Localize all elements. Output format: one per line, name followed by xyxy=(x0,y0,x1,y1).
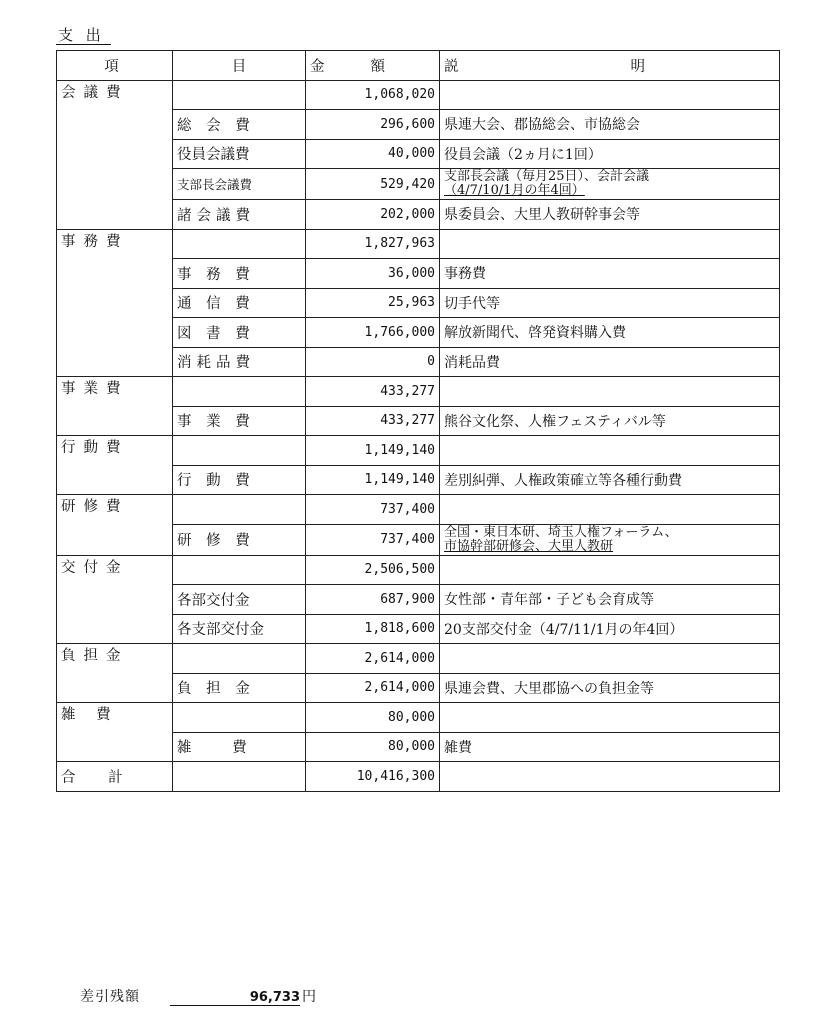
description xyxy=(440,555,780,585)
grand-total-row xyxy=(57,762,780,792)
amount: 529,420 xyxy=(306,169,440,200)
sub-item xyxy=(173,495,306,525)
sub-item xyxy=(173,377,306,407)
header-amount-2: 額 xyxy=(370,58,385,75)
header-description xyxy=(440,51,780,81)
sub-item: 支部長会議費 xyxy=(173,169,306,200)
amount: 433,277 xyxy=(306,406,440,436)
sub-item xyxy=(173,80,306,110)
sub-item: 負 担 金 xyxy=(173,673,306,703)
amount: 296,600 xyxy=(306,110,440,140)
description: 消耗品費 xyxy=(440,347,780,377)
description: 県連会費、大里郡協への負担金等 xyxy=(440,673,780,703)
amount: 40,000 xyxy=(306,139,440,169)
sub-item: 役員会議費 xyxy=(173,139,306,169)
amount: 1,766,000 xyxy=(306,318,440,348)
balance-label: 差引残額 xyxy=(80,989,140,1005)
table-row xyxy=(57,703,780,733)
category-total: 2,614,000 xyxy=(306,644,440,674)
sub-item: 図 書 費 xyxy=(173,318,306,348)
header-desc-2: 明 xyxy=(630,58,645,75)
table-row xyxy=(57,436,780,466)
category-name: 事務費 xyxy=(57,229,173,377)
table-row xyxy=(57,555,780,585)
table-row xyxy=(57,229,780,259)
category-total: 1,827,963 xyxy=(306,229,440,259)
category-name: 研修費 xyxy=(57,495,173,556)
sub-item: 行 動 費 xyxy=(173,465,306,495)
sub-item xyxy=(173,436,306,466)
amount: 687,900 xyxy=(306,585,440,615)
category-name: 会議費 xyxy=(57,80,173,229)
amount: 202,000 xyxy=(306,200,440,230)
category-name: 事業費 xyxy=(57,377,173,436)
table-row xyxy=(57,644,780,674)
sub-item: 事 業 費 xyxy=(173,406,306,436)
expense-table xyxy=(56,50,780,792)
category-total: 80,000 xyxy=(306,703,440,733)
amount: 25,963 xyxy=(306,288,440,318)
description xyxy=(440,229,780,259)
balance-value: 96,733 xyxy=(170,990,300,1006)
description-line: （4/7/10/1月の年4回） xyxy=(444,183,585,198)
category-total: 433,277 xyxy=(306,377,440,407)
sub-item: 事 務 費 xyxy=(173,259,306,289)
header-amount-1: 金 xyxy=(310,58,325,75)
description: 女性部・青年部・子ども会育成等 xyxy=(440,585,780,615)
amount: 0 xyxy=(306,347,440,377)
sub-item: 通 信 費 xyxy=(173,288,306,318)
amount: 36,000 xyxy=(306,259,440,289)
sub-item: 各支部交付金 xyxy=(173,614,306,644)
description-line: 支部長会議（毎月25日）、会計会議 xyxy=(444,169,650,184)
amount: 80,000 xyxy=(306,732,440,762)
sub-item: 各部交付金 xyxy=(173,585,306,615)
sub-item: 研 修 費 xyxy=(173,524,306,555)
description: 切手代等 xyxy=(440,288,780,318)
description xyxy=(440,644,780,674)
description: 県連大会、郡協総会、市協総会 xyxy=(440,110,780,140)
category-name: 雑 費 xyxy=(57,703,173,762)
sub-item: 消耗品費 xyxy=(173,347,306,377)
header-amount xyxy=(306,51,440,81)
sub-item xyxy=(173,555,306,585)
description-line: 市協幹部研修会、大里人教研 xyxy=(444,538,614,554)
description: 20支部交付金（4/7/11/1月の年4回） xyxy=(440,614,780,644)
sub-item xyxy=(173,703,306,733)
description xyxy=(440,495,780,525)
category-name: 負担金 xyxy=(57,644,173,703)
amount: 1,149,140 xyxy=(306,465,440,495)
description xyxy=(440,524,780,555)
category-total: 2,506,500 xyxy=(306,555,440,585)
table-row xyxy=(57,80,780,110)
sub-item: 諸会議費 xyxy=(173,200,306,230)
description-line: 全国・東日本研、埼玉人権フォーラム、 xyxy=(444,524,678,540)
sub-item: 総 会 費 xyxy=(173,110,306,140)
description xyxy=(440,377,780,407)
sub-item: 雑 費 xyxy=(173,732,306,762)
description: 差別糾弾、人権政策確立等各種行動費 xyxy=(440,465,780,495)
table-row xyxy=(57,495,780,525)
description: 県委員会、大里人教研幹事会等 xyxy=(440,200,780,230)
balance-unit: 円 xyxy=(302,989,316,1005)
category-name: 交付金 xyxy=(57,555,173,644)
header-sub: 目 xyxy=(173,51,306,81)
sub-item xyxy=(173,644,306,674)
description xyxy=(440,80,780,110)
description xyxy=(440,703,780,733)
sub-item xyxy=(173,229,306,259)
description: 雑費 xyxy=(440,732,780,762)
header-desc-1: 説 xyxy=(444,58,459,75)
description xyxy=(440,169,780,200)
description xyxy=(440,436,780,466)
category-total: 737,400 xyxy=(306,495,440,525)
category-name: 行動費 xyxy=(57,436,173,495)
description: 役員会議（2ヵ月に1回） xyxy=(440,139,780,169)
grand-total-label: 合 計 xyxy=(57,762,173,792)
page-title: 支 出 xyxy=(56,26,111,45)
description xyxy=(440,762,780,792)
description: 事務費 xyxy=(440,259,780,289)
amount: 1,818,600 xyxy=(306,614,440,644)
table-row xyxy=(57,377,780,407)
description: 熊谷文化祭、人権フェスティバル等 xyxy=(440,406,780,436)
category-total: 1,149,140 xyxy=(306,436,440,466)
grand-total-amount: 10,416,300 xyxy=(306,762,440,792)
amount: 2,614,000 xyxy=(306,673,440,703)
sub-item xyxy=(173,762,306,792)
header-item: 項 xyxy=(57,51,173,81)
amount: 737,400 xyxy=(306,524,440,555)
description: 解放新聞代、啓発資料購入費 xyxy=(440,318,780,348)
balance-line xyxy=(80,986,316,1006)
category-total: 1,068,020 xyxy=(306,80,440,110)
header-row xyxy=(57,51,780,81)
